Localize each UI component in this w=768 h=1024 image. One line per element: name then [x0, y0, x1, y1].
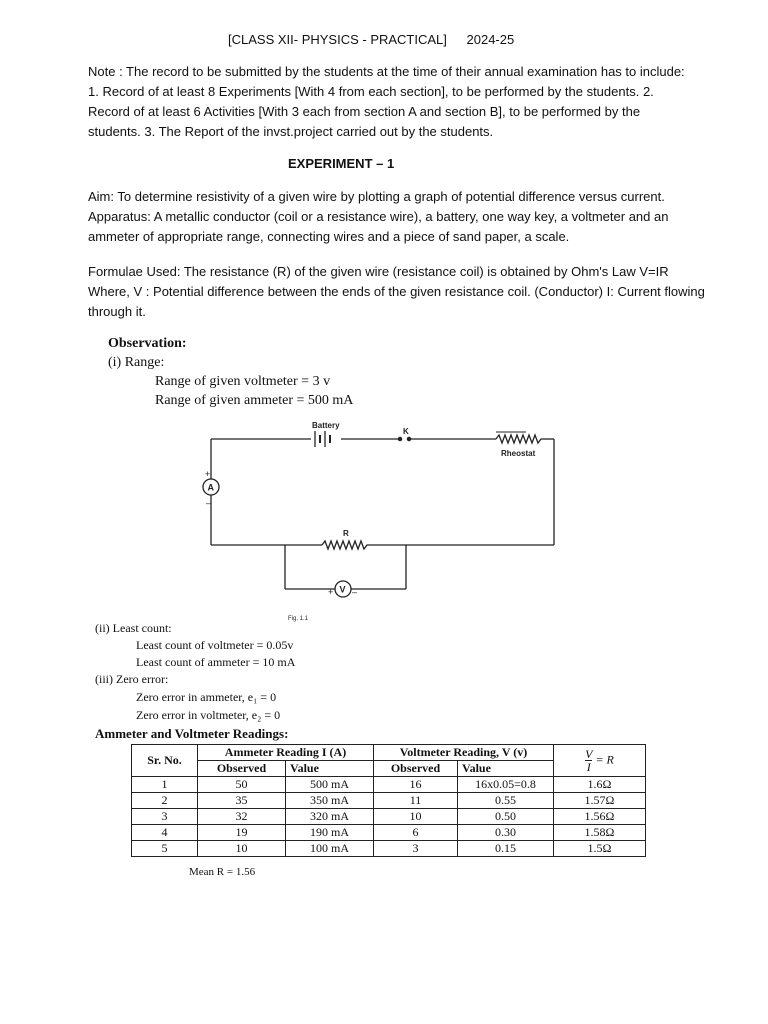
table-title: Ammeter and Voltmeter Readings:	[95, 726, 289, 741]
ammeter-range: Range of given ammeter = 500 mA	[155, 393, 354, 408]
ammeter-observed-cell: 50	[198, 777, 286, 793]
sr-cell: 1	[132, 777, 198, 793]
voltmeter-observed-cell: 3	[374, 841, 458, 857]
sr-cell: 2	[132, 793, 198, 809]
voltmeter-header: Voltmeter Reading, V (v)	[374, 745, 554, 761]
resistor-icon	[322, 541, 370, 549]
formulae-paragraph: Formulae Used: The resistance (R) of the given wire (resistance coil) is obtained by Ohm's Law V=IR Where, V : Potential difference between the ends of the given resistance coil. (Conductor) I: Current flowing through it.	[88, 264, 705, 319]
ammeter-observed-cell: 10	[198, 841, 286, 857]
ratio-numerator: V	[585, 747, 593, 761]
resistance-cell: 1.5Ω	[554, 841, 646, 857]
table-row	[132, 809, 646, 825]
ratio-fraction	[585, 748, 592, 773]
least-count-voltmeter: Least count of voltmeter = 0.05v	[136, 638, 294, 652]
voltmeter-value-cell: 0.50	[458, 809, 554, 825]
ammeter-observed-cell: 32	[198, 809, 286, 825]
least-count-ammeter: Least count of ammeter = 10 mA	[136, 655, 296, 669]
voltmeter-observed-cell: 6	[374, 825, 458, 841]
key-label: K	[403, 427, 409, 436]
ammeter-minus: –	[206, 498, 212, 508]
course-title: [CLASS XII- PHYSICS - PRACTICAL]	[228, 32, 447, 47]
sr-cell: 4	[132, 825, 198, 841]
ammeter-label: A	[207, 482, 214, 493]
resistance-cell: 1.6Ω	[554, 777, 646, 793]
voltmeter-observed-header: Observed	[374, 761, 458, 777]
readings-table	[131, 744, 646, 857]
ammeter-observed-cell: 35	[198, 793, 286, 809]
circuit-diagram	[196, 412, 566, 622]
voltmeter-value-cell: 0.30	[458, 825, 554, 841]
voltmeter-value-cell: 16x0.05=0.8	[458, 777, 554, 793]
sr-header: Sr. No.	[132, 745, 198, 777]
least-count-title: (ii) Least count:	[95, 621, 172, 635]
ammeter-value-cell: 100 mA	[286, 841, 374, 857]
mean-resistance: Mean R = 1.56	[189, 866, 256, 878]
voltmeter-observed-cell: 16	[374, 777, 458, 793]
voltmeter-observed-cell: 10	[374, 809, 458, 825]
key-icon	[398, 437, 410, 440]
zero-error-title: (iii) Zero error:	[95, 672, 169, 686]
zero-error-voltmeter: Zero error in voltmeter, e₂ = 0	[136, 708, 281, 722]
rheostat-label: Rheostat	[501, 449, 536, 458]
table-row	[132, 793, 646, 809]
voltmeter-range: Range of given voltmeter = 3 v	[155, 374, 331, 389]
sr-cell: 3	[132, 809, 198, 825]
ammeter-value-cell: 500 mA	[286, 777, 374, 793]
ammeter-plus: +	[205, 469, 211, 479]
ammeter-observed-header: Observed	[198, 761, 286, 777]
observation-title: Observation:	[108, 336, 187, 351]
voltmeter-value-header: Value	[458, 761, 554, 777]
voltmeter-observed-cell: 11	[374, 793, 458, 809]
note-paragraph: Note : The record to be submitted by the students at the time of their annual examination has to include: 1. Record of at least 8 Experiments [With 4 from each section], to be performed by the students. 2. Record of at least 6 Activities [With 3 each from section A and section B], to be performed by the students. 3. The Report of the invst.project carried out by the students.	[88, 64, 685, 139]
ratio-equals: = R	[595, 752, 614, 767]
resistance-cell: 1.57Ω	[554, 793, 646, 809]
zero-error-ammeter: Zero error in ammeter, e₁ = 0	[136, 690, 277, 704]
resistance-cell: 1.56Ω	[554, 809, 646, 825]
page-header	[228, 30, 514, 50]
ammeter-value-cell: 320 mA	[286, 809, 374, 825]
range-title: (i) Range:	[108, 355, 165, 370]
voltmeter-branch	[285, 545, 406, 589]
ammeter-header: Ammeter Reading I (A)	[198, 745, 374, 761]
ammeter-value-cell: 190 mA	[286, 825, 374, 841]
rheostat-icon	[496, 435, 544, 443]
year: 2024-25	[466, 32, 515, 47]
sr-cell: 5	[132, 841, 198, 857]
voltmeter-value-cell: 0.15	[458, 841, 554, 857]
aim-paragraph: Aim: To determine resistivity of a given wire by plotting a graph of potential difference versus current. Apparatus: A metallic conductor (coil or a resistance wire), a battery, one way key, a voltmeter and an ammeter of appropriate range, connecting wires and a piece of sand paper, a scale.	[88, 189, 669, 244]
resistor-label: R	[343, 529, 349, 538]
voltmeter-plus: +	[328, 587, 334, 597]
header-row	[132, 745, 646, 761]
resistance-cell: 1.58Ω	[554, 825, 646, 841]
figure-caption: Fig. 1.1	[288, 616, 309, 622]
voltmeter-minus: –	[352, 587, 358, 597]
voltmeter-label: V	[339, 584, 346, 595]
table-row	[132, 825, 646, 841]
ammeter-value-header: Value	[286, 761, 374, 777]
battery-label: Battery	[312, 421, 340, 430]
table-row	[132, 841, 646, 857]
ammeter-observed-cell: 19	[198, 825, 286, 841]
voltmeter-value-cell: 0.55	[458, 793, 554, 809]
ammeter-value-cell: 350 mA	[286, 793, 374, 809]
table-row	[132, 777, 646, 793]
experiment-title: EXPERIMENT – 1	[288, 156, 395, 171]
battery-icon	[315, 431, 330, 447]
ratio-denominator: I	[586, 760, 591, 774]
ratio-header	[554, 745, 646, 777]
